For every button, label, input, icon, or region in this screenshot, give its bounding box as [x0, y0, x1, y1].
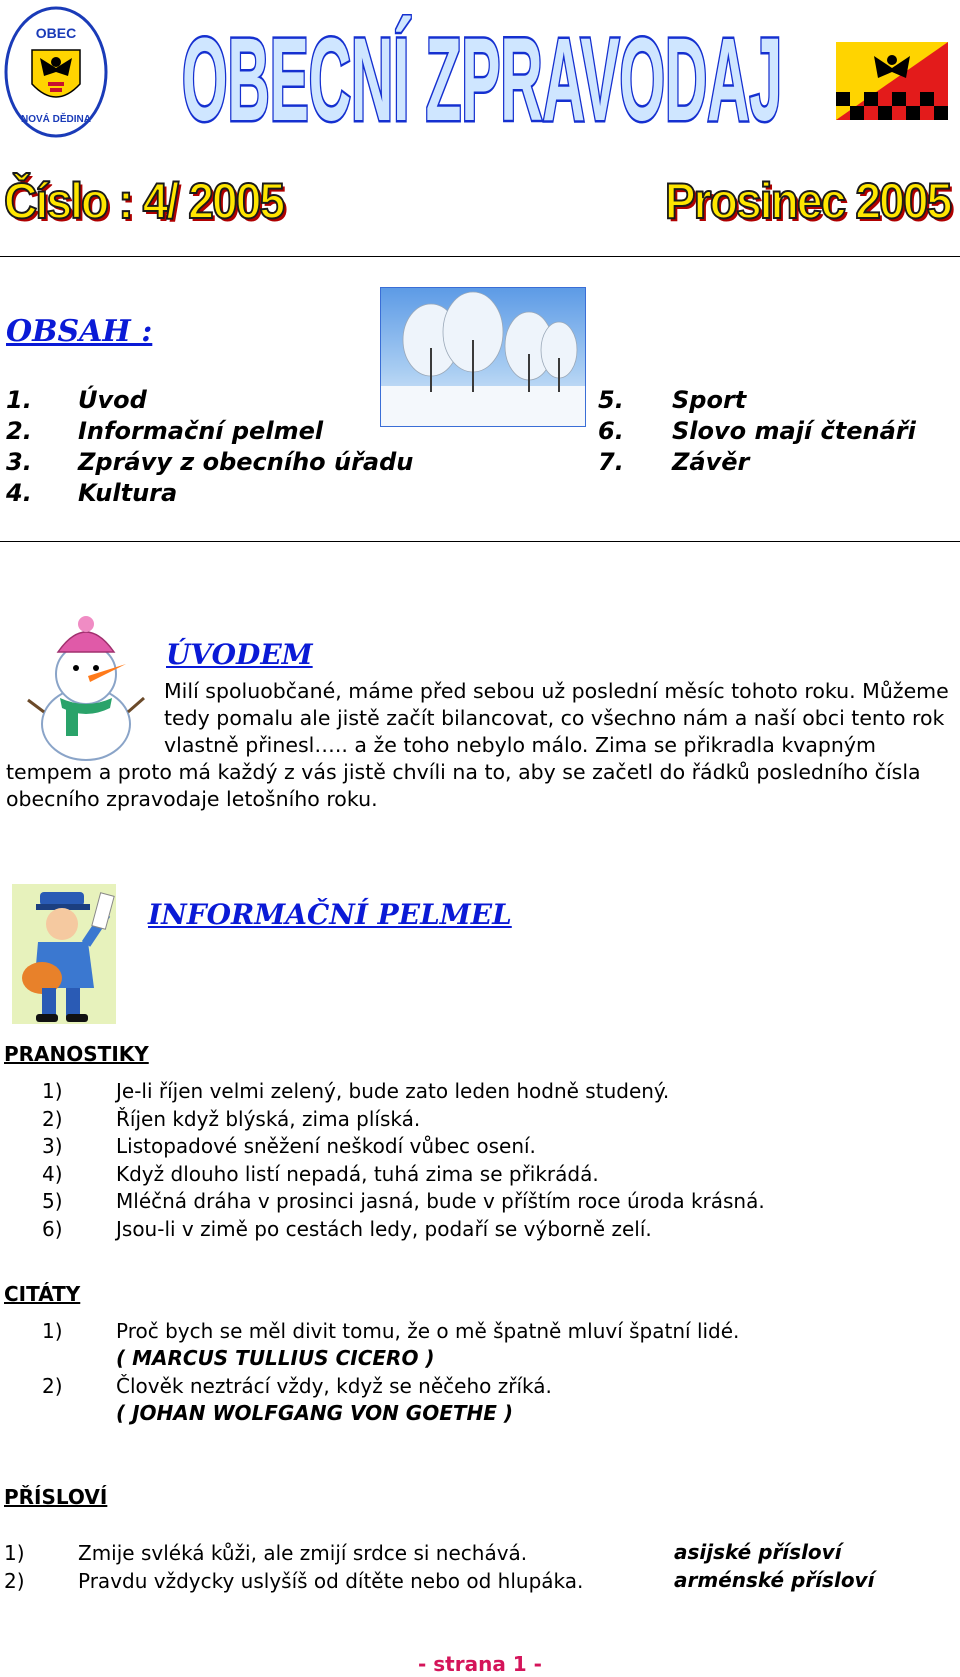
proverbs-title: PŘÍSLOVÍ	[4, 1485, 108, 1509]
saying-5	[42, 1188, 765, 1216]
newsletter-title	[172, 14, 792, 144]
list-text: Když dlouho listí nepadá, tuhá zima se přikrádá.	[116, 1161, 599, 1186]
toc-item-number: 4.	[6, 479, 32, 507]
list-number: 3)	[42, 1134, 63, 1158]
list-text: Zmije svléká kůži, ale zmijí srdce si nechává.	[78, 1541, 528, 1565]
list-number: 6)	[42, 1216, 63, 1241]
toc-item-number: 2.	[6, 417, 32, 445]
intro-line-4: tempem a proto má každý z vás jistě chvíli na to, aby se začetl do řádků posledního čísla	[6, 760, 921, 784]
saying-6	[42, 1216, 652, 1244]
issue-number: Číslo : 4/ 2005	[4, 173, 284, 229]
intro-heading: ÚVODEM	[166, 638, 313, 671]
toc-item-label: Zprávy z obecního úřadu	[78, 448, 414, 476]
saying-4	[42, 1161, 599, 1189]
list-number: 1)	[42, 1079, 63, 1103]
list-text: Mléčná dráha v prosinci jasná, bude v příštím roce úroda krásná.	[116, 1189, 765, 1213]
divider-contents	[0, 541, 960, 542]
quotes-title: CITÁTY	[4, 1282, 81, 1306]
postman-illustration	[12, 884, 116, 1024]
saying-2	[42, 1106, 421, 1134]
list-text: Pravdu vždycky uslyšíš od dítěte nebo od hlupáka.	[78, 1569, 584, 1593]
winter-trees-photo	[380, 287, 586, 427]
emblem-bottom-text: NOVÁ DĚDINA	[20, 114, 92, 125]
toc-item-label: Závěr	[672, 448, 750, 476]
saying-3	[42, 1133, 536, 1161]
list-text: Listopadové sněžení neškodí vůbec osení.	[116, 1134, 536, 1158]
list-number: 5)	[42, 1189, 63, 1213]
list-number: 2)	[42, 1374, 63, 1398]
toc-item-number: 5.	[598, 386, 624, 414]
proverb-2	[4, 1568, 584, 1596]
toc-item-number: 3.	[6, 448, 32, 476]
list-text: Proč bych se měl divit tomu, že o mě špatně mluví špatní lidé.	[116, 1319, 740, 1343]
quote-2	[42, 1373, 552, 1401]
quote-2-author: ( JOHAN WOLFGANG VON GOETHE )	[116, 1401, 514, 1425]
intro-line-1: Milí spoluobčané, máme před sebou už poslední měsíc tohoto roku. Můžeme	[164, 679, 949, 703]
list-number: 2)	[42, 1106, 63, 1131]
info-heading: INFORMAČNÍ PELMEL	[148, 898, 512, 931]
list-number: 2)	[4, 1569, 25, 1593]
intro-line-3: vlastně přinesl….. a že toho nebylo málo. Zima se přikradla kvapným	[164, 733, 876, 757]
toc-item-label: Úvod	[78, 386, 147, 414]
quote-1-author: ( MARCUS TULLIUS CICERO )	[116, 1346, 435, 1370]
intro-line-5: obecního zpravodaje letošního roku.	[6, 787, 378, 811]
list-number: 1)	[4, 1541, 25, 1565]
intro-line-2: tedy pomalu ale jistě začít bilancovat, co všechno nám a naší obci tento rok	[164, 706, 945, 730]
toc-title: OBSAH :	[6, 314, 153, 349]
list-number: 4)	[42, 1161, 63, 1186]
proverb-1	[4, 1540, 528, 1568]
toc-item-label: Sport	[672, 386, 747, 414]
sayings-title: PRANOSTIKY	[4, 1042, 149, 1066]
newsletter-title-text: OBECNÍ ZPRAVODAJ	[182, 14, 782, 144]
proverb-1-origin: asijské přísloví	[674, 1540, 842, 1564]
toc-item-number: 7.	[598, 448, 624, 476]
saying-1	[42, 1078, 670, 1106]
village-emblem	[4, 6, 108, 138]
toc-item-label: Slovo mají čtenáři	[672, 417, 916, 445]
toc-item-number: 1.	[6, 386, 32, 414]
emblem-top-text: OBEC	[35, 25, 77, 41]
page-number: - strana 1 -	[418, 1652, 542, 1676]
proverb-2-origin: arménské přísloví	[674, 1568, 875, 1592]
list-number: 1)	[42, 1319, 63, 1343]
toc-item-label: Kultura	[78, 479, 178, 507]
issue-date: Prosinec 2005	[664, 173, 950, 229]
snowman-illustration	[26, 612, 146, 762]
village-flag	[836, 42, 948, 120]
divider-top	[0, 256, 960, 257]
list-text: Člověk neztrácí vždy, když se něčeho zříká.	[116, 1374, 552, 1398]
toc-item-label: Informační pelmel	[78, 417, 324, 445]
list-text: Říjen když blýská, zima plíská.	[116, 1106, 421, 1131]
quote-1	[42, 1318, 740, 1346]
list-text: Jsou-li v zimě po cestách ledy, podaří se výborně zelí.	[116, 1216, 652, 1241]
toc-item-number: 6.	[598, 417, 624, 445]
list-text: Je-li říjen velmi zelený, bude zato leden hodně studený.	[116, 1079, 670, 1103]
